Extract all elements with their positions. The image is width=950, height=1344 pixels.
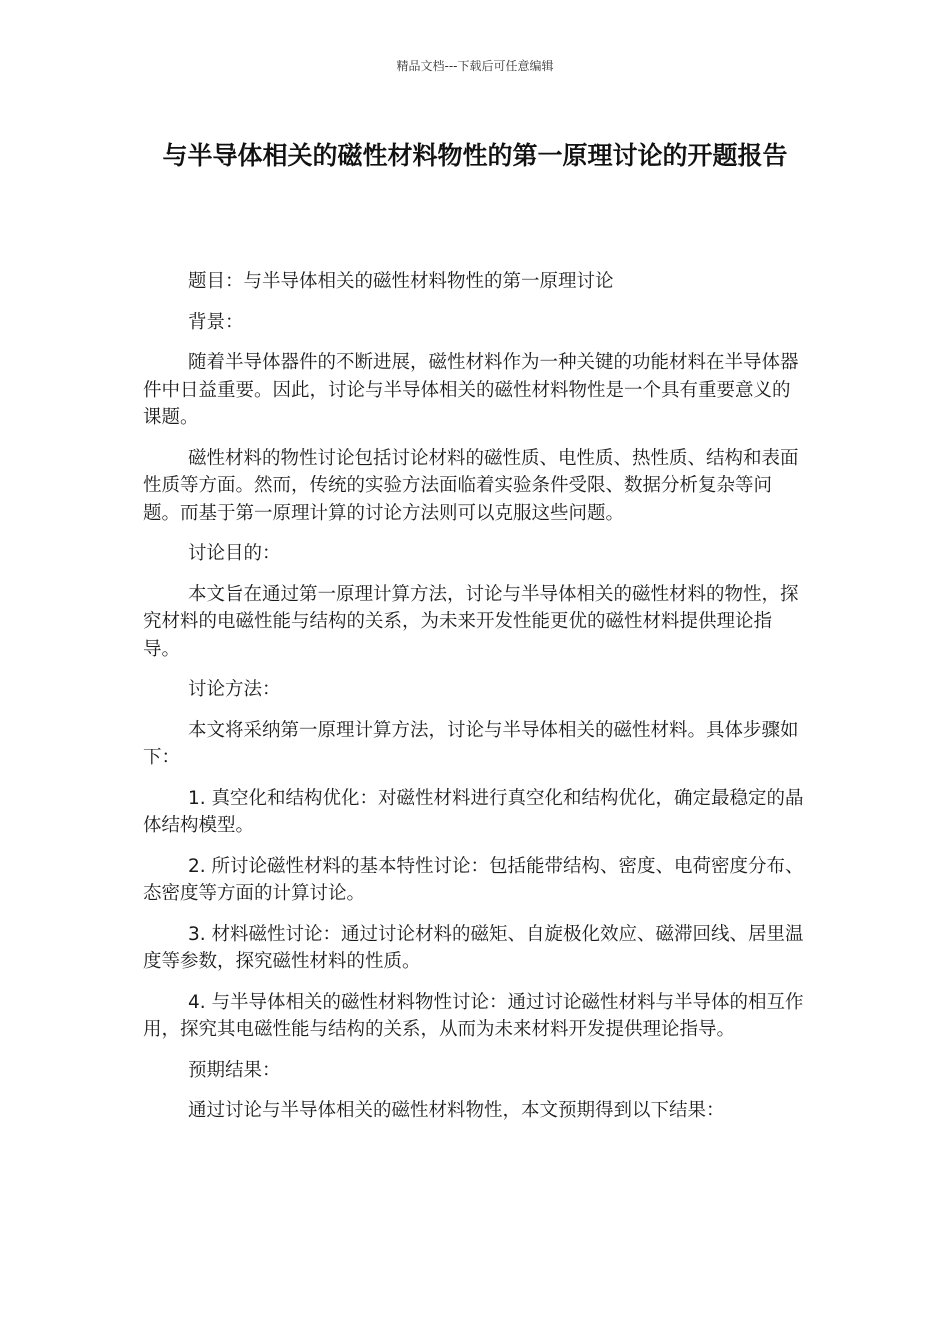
document-body [143, 268, 808, 1138]
expected-results-paragraph: 通过讨论与半导体相关的磁性材料物性，本文预期得到以下结果： [188, 1100, 725, 1121]
method-step-3: 3. 材料磁性讨论：通过讨论材料的磁矩、自旋极化效应、磁滞回线、居里温度等参数，探究磁性材料的性质。 [143, 923, 804, 972]
method-heading: 讨论方法： [188, 679, 281, 700]
header-note: 精品文档---下载后可任意编辑 [396, 59, 554, 73]
document-title: 与半导体相关的磁性材料物性的第一原理讨论的开题报告 [162, 141, 788, 170]
topic-paragraph: 题目：与半导体相关的磁性材料物性的第一原理讨论 [188, 271, 614, 292]
method-step-2: 2. 所讨论磁性材料的基本特性讨论：包括能带结构、密度、电荷密度分布、态密度等方面的计算讨论。 [143, 855, 804, 904]
method-intro-paragraph: 本文将采纳第一原理计算方法，讨论与半导体相关的磁性材料。具体步骤如下： [143, 719, 799, 768]
method-step-1: 1. 真空化和结构优化：对磁性材料进行真空化和结构优化，确定最稳定的晶体结构模型。 [143, 787, 804, 836]
background-paragraph-1: 随着半导体器件的不断进展，磁性材料作为一种关键的功能材料在半导体器件中日益重要。因此，讨论与半导体相关的磁性材料物性是一个具有重要意义的课题。 [143, 352, 799, 428]
purpose-heading: 讨论目的： [188, 543, 281, 564]
background-paragraph-2: 磁性材料的物性讨论包括讨论材料的磁性质、电性质、热性质、结构和表面性质等方面。然而，传统的实验方法面临着实验条件受限、数据分析复杂等问题。而基于第一原理计算的讨论方法则可以克服这些问题。 [143, 447, 799, 524]
expected-results-heading: 预期结果： [188, 1059, 281, 1081]
method-step-4: 4. 与半导体相关的磁性材料物性讨论：通过讨论磁性材料与半导体的相互作用，探究其电磁性能与结构的关系，从而为未来材料开发提供理论指导。 [143, 991, 804, 1040]
purpose-paragraph: 本文旨在通过第一原理计算方法，讨论与半导体相关的磁性材料的物性，探究材料的电磁性能与结构的关系，为未来开发性能更优的磁性材料提供理论指导。 [143, 583, 799, 660]
background-heading: 背景： [188, 311, 244, 333]
